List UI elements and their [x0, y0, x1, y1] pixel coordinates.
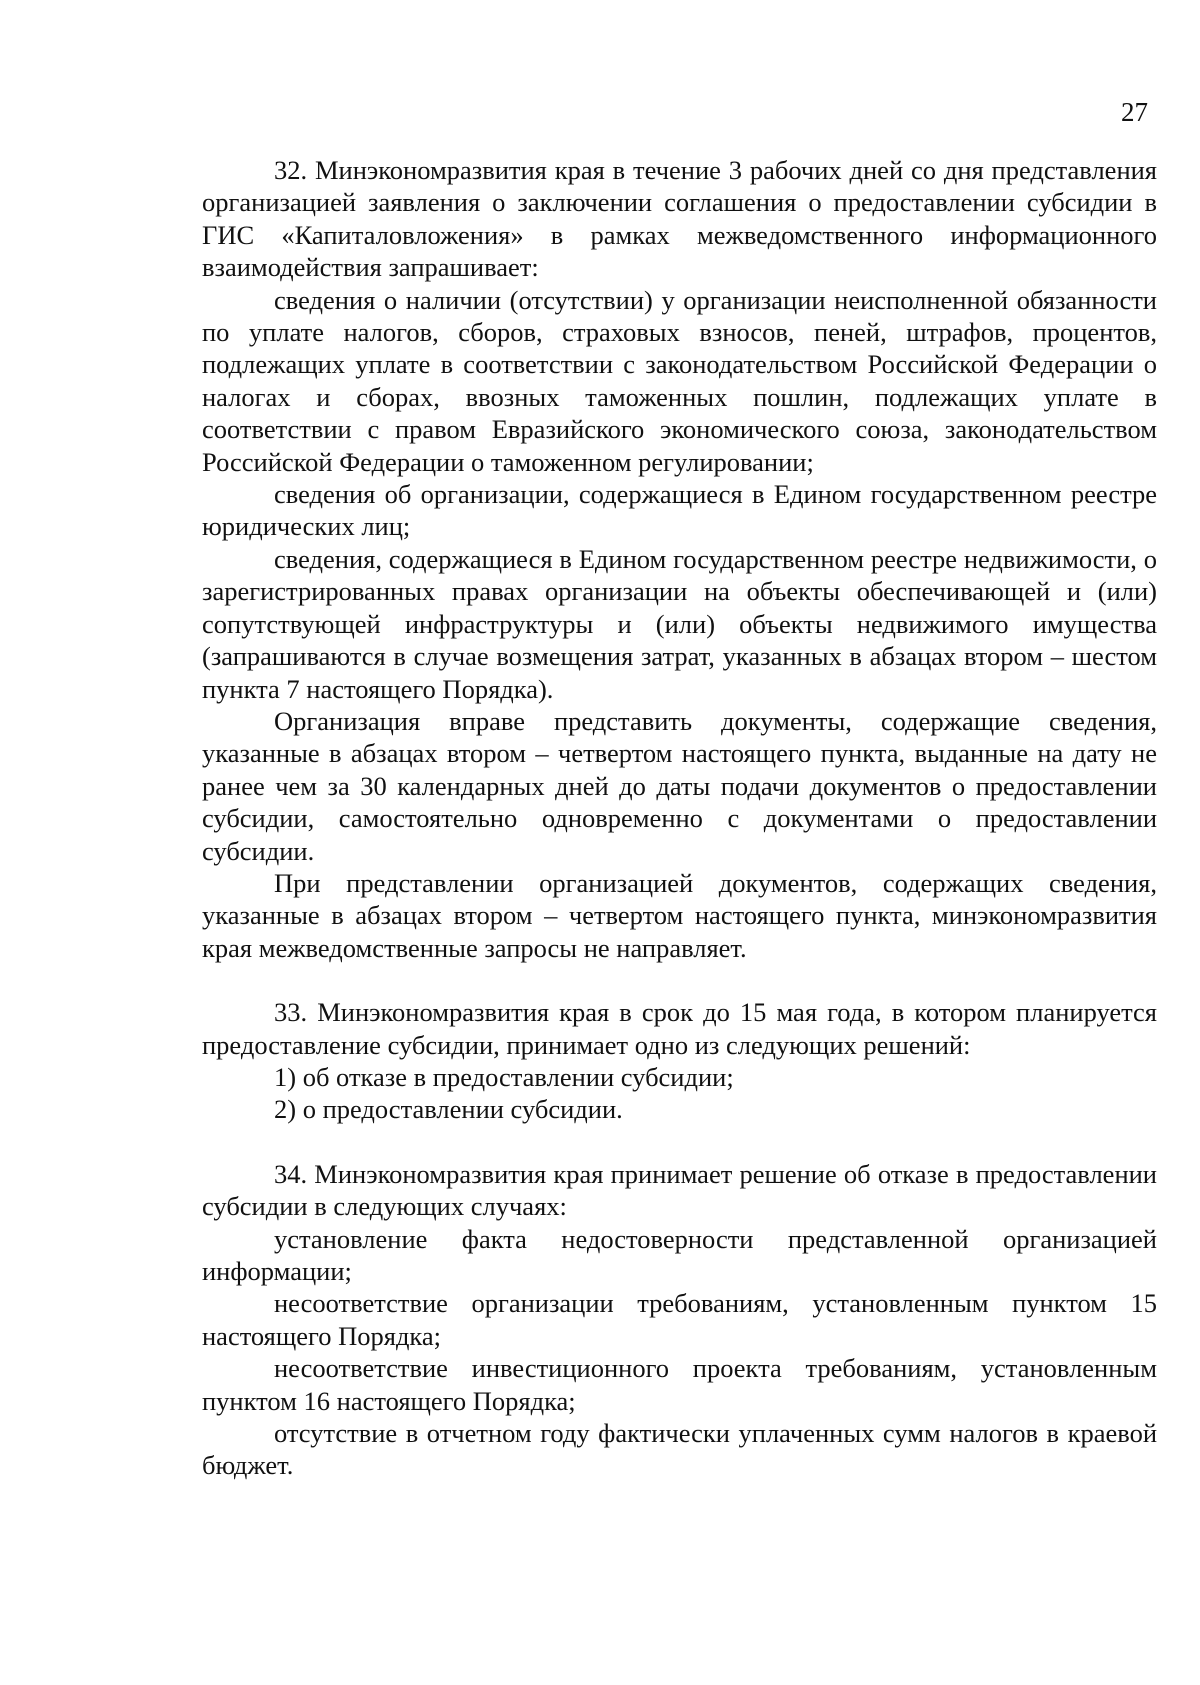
paragraph-tax-debt-info: сведения о наличии (отсутствии) у организации неисполненной обязанности по уплате налогов, сборов, страховых взносов, пеней, штрафов, процентов, подлежащих уплате в соответствии с законодательством Российской Федерации о налогах и сборах, ввозных таможенных пошлин, подлежащих уплате в соответствии с правом Евразийского экономического союза, законодательством Российской Федерации о таможенном регулировании;: [202, 284, 1157, 477]
paragraph-refusal-false-info: установление факта недостоверности представленной организацией информации;: [202, 1223, 1157, 1286]
paragraph-self-submission: Организация вправе представить документы, содержащие сведения, указанные в абзацах втором – четвертом настоящего пункта, выданные на дату не ранее чем за 30 календарных дней до даты подачи документов о предоставлении субсидии, самостоятельно одновременно с документами о предоставлении субсидии.: [202, 705, 1157, 866]
paragraph-item-33-intro: 33. Минэкономразвития края в срок до 15 мая года, в котором планируется предоставление субсидии, принимает одно из следующих решений:: [202, 997, 1157, 1060]
paragraph-refusal-project-requirements: несоответствие инвестиционного проекта требованиям, установленным пунктом 16 настоящего Порядка;: [202, 1353, 1157, 1416]
paragraph-refusal-org-requirements: несоответствие организации требованиям, установленным пунктом 15 настоящего Порядка;: [202, 1288, 1157, 1351]
paragraph-decision-grant: 2) о предоставлении субсидии.: [274, 1094, 623, 1125]
page-number: 27: [1121, 97, 1148, 127]
paragraph-item-34-intro: 34. Минэкономразвития края принимает решение об отказе в предоставлении субсидии в следующих случаях:: [202, 1158, 1157, 1222]
paragraph-item-32-intro: 32. Минэкономразвития края в течение 3 рабочих дней со дня представления организацией заявления о заключении соглашения о предоставлении субсидии в ГИС «Капиталовложения» в рамках межведомственного информационного взаимодействия запрашивает:: [202, 155, 1157, 283]
section-item-32: [202, 154, 1157, 964]
paragraph-no-requests: При представлении организацией документов, содержащих сведения, указанные в абзацах втором – четвертом настоящего пункта, минэкономразвития края межведомственные запросы не направляет.: [202, 867, 1157, 963]
paragraph-refusal-no-taxes: отсутствие в отчетном году фактически уплаченных сумм налогов в краевой бюджет.: [202, 1418, 1157, 1481]
paragraph-decision-refusal: 1) об отказе в предоставлении субсидии;: [274, 1061, 734, 1092]
paragraph-egrul-info: сведения об организации, содержащиеся в Едином государственном реестре юридических лиц;: [202, 479, 1157, 542]
paragraph-egrn-info: сведения, содержащиеся в Едином государственном реестре недвижимости, о зарегистрированных правах организации на объекты обеспечивающей и (или) сопутствующей инфраструктуры и (или) объекты недвижимого имущества (запрашиваются в случае возмещения затрат, указанных в абзацах втором – шестом пункта 7 настоящего Порядка).: [202, 543, 1157, 704]
section-item-33: [202, 996, 1157, 1126]
document-body: [202, 154, 1157, 1482]
section-item-34: [202, 1158, 1157, 1482]
